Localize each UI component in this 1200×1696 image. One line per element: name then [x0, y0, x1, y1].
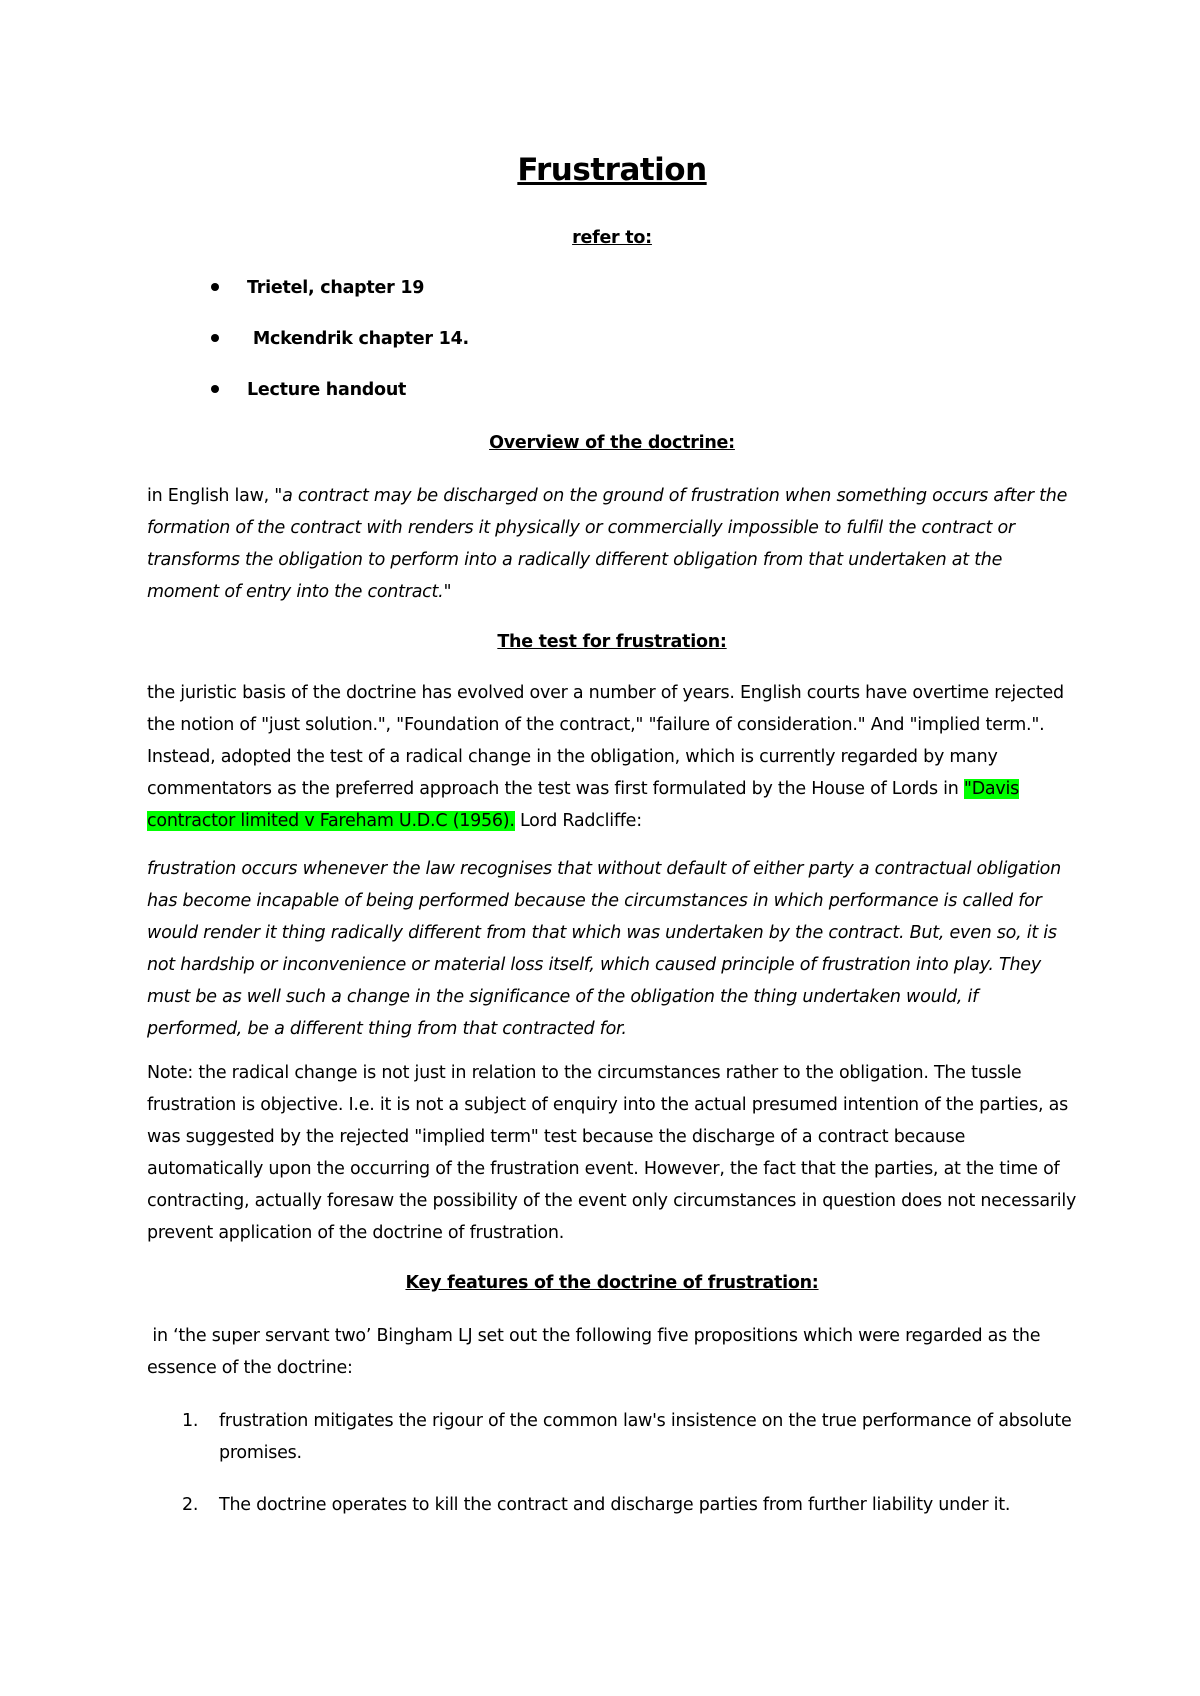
reference-list	[207, 272, 469, 425]
list-item	[207, 272, 469, 323]
test-heading: The test for frustration:	[497, 632, 727, 652]
reference-text: Lecture handout	[247, 380, 407, 400]
note-paragraph: Note: the radical change is not just in relation to the circumstances rather to the obligation. The tussle frustration is objective. I.e. it is not a subject of enquiry into the actual presumed intention of the parties, as was suggested by the rejected "implied term" test because the discharge of a contract because automatically upon the occurring of the frustration event. However, the fact that the parties, at the time of contracting, actually foresaw the possibility of the event only circumstances in question does not necessarily prevent application of the doctrine of frustration.	[147, 1063, 1077, 1243]
refer-heading: refer to:	[572, 228, 652, 248]
item-number: 2.	[182, 1495, 199, 1515]
key-features-heading: Key features of the doctrine of frustration:	[405, 1273, 819, 1293]
item-number: 1.	[182, 1411, 199, 1431]
overview-lead: in English law, "	[147, 486, 283, 506]
item-text: frustration mitigates the rigour of the common law's insistence on the true performance of absolute promises.	[219, 1411, 1072, 1463]
key-features-intro: in ‘the super servant two’ Bingham LJ set out the following five propositions which were regarded as the essence of the doctrine:	[147, 1326, 1046, 1378]
test-text-before: the juristic basis of the doctrine has evolved over a number of years. English courts have overtime rejected the notion of "just solution.", "Foundation of the contract," "failure of consideration." And "implied term.". Instead, adopted the test of a radical change in the obligation, which is currently regarded by many commentators as the preferred approach the test was first formulated by the House of Lords in	[147, 683, 1064, 799]
item-text: The doctrine operates to kill the contract and discharge parties from further liability under it.	[219, 1495, 1011, 1515]
bullet-icon	[211, 334, 219, 342]
overview-paragraph	[147, 480, 1077, 608]
overview-heading: Overview of the doctrine:	[489, 433, 735, 453]
test-paragraph	[147, 677, 1077, 837]
bullet-icon	[211, 385, 219, 393]
test-text-after: Lord Radcliffe:	[514, 811, 642, 831]
list-item	[147, 1489, 1077, 1521]
case-highlight: "Davis contractor limited v Fareham U.D.C (1956).	[147, 779, 1019, 831]
bullet-icon	[211, 283, 219, 291]
propositions-list	[147, 1405, 1077, 1541]
page-title: Frustration	[517, 152, 707, 188]
list-item	[147, 1405, 1077, 1469]
reference-text: Trietel, chapter 19	[247, 278, 425, 298]
list-item	[207, 323, 469, 374]
list-item	[207, 374, 469, 425]
overview-quote: a contract may be discharged on the ground of frustration when something occurs after the formation of the contract with renders it physically or commercially impossible to fulfil the contract or transforms the obligation to perform into a radically different obligation from that undertaken at the moment of entry into the contract."	[147, 486, 1068, 602]
radcliffe-quote: frustration occurs whenever the law recognises that without default of either party a contractual obligation has become incapable of being performed because the circumstances in which performance is called for would render it thing radically different from that which was undertaken by the contract. But, even so, it is not hardship or inconvenience or material loss itself, which caused principle of frustration into play. They must be as well such a change in the significance of the obligation the thing undertaken would, if performed, be a different thing from that contracted for.	[147, 859, 1061, 1039]
reference-text: Mckendrik chapter 14.	[247, 329, 469, 349]
